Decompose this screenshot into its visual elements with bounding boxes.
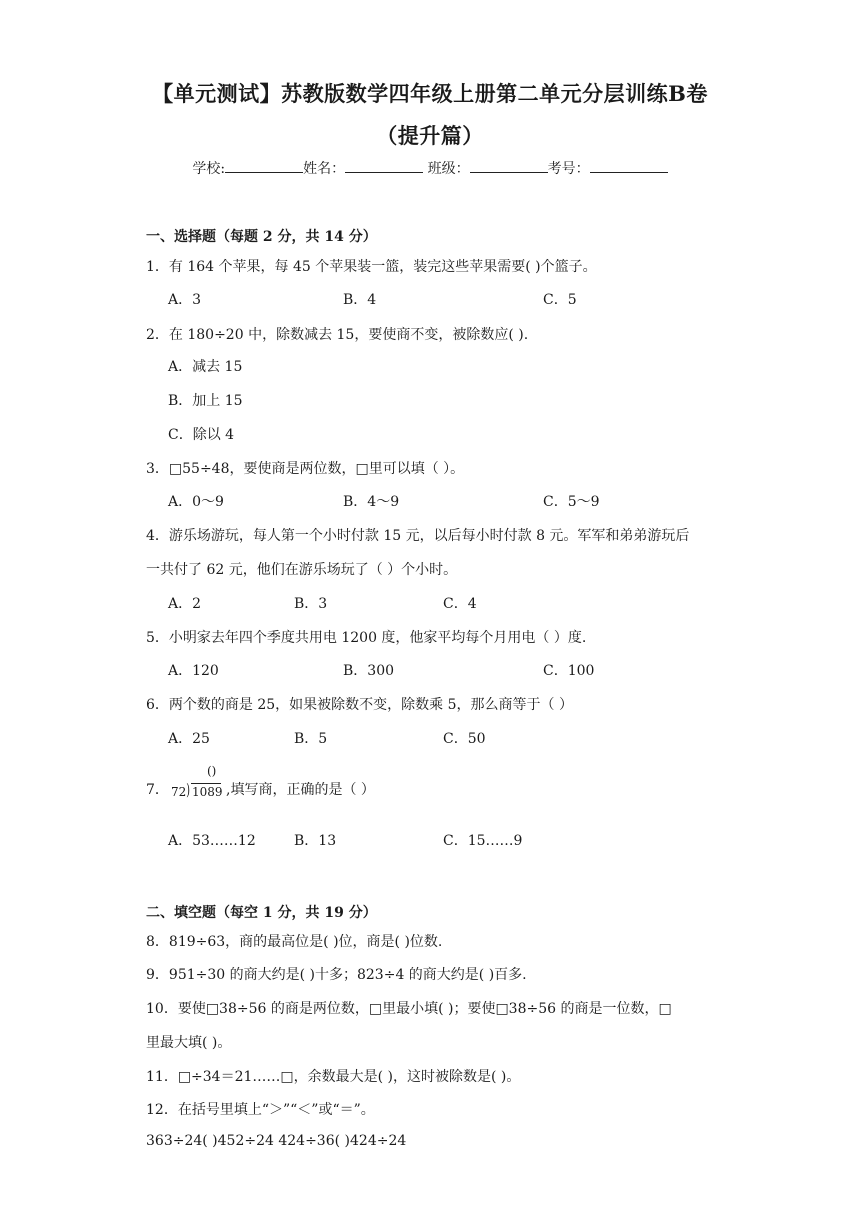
question-7-number: 7．	[146, 782, 169, 798]
question-2: 2．在 180÷20 中，除数减去 15，要使商不变，被除数应( ).	[146, 327, 529, 343]
page-subtitle: （提升篇）	[376, 123, 484, 148]
q1-option-b[interactable]: B．4	[343, 292, 377, 308]
q4-option-b[interactable]: B．3	[294, 596, 328, 612]
exam-no-field[interactable]	[590, 160, 668, 173]
q3-option-c[interactable]: C．5～9	[543, 494, 600, 510]
question-8: 8．819÷63，商的最高位是( )位，商是( )位数.	[146, 934, 443, 950]
question-10-line-1: 10．要使□38÷56 的商是两位数，□里最小填( )；要使□38÷56 的商是一位数，□	[146, 1001, 672, 1017]
q4-option-a[interactable]: A．2	[168, 596, 202, 612]
school-label: 学校:	[192, 161, 226, 177]
q3-option-a[interactable]: A．0～9	[168, 494, 224, 510]
q1-option-a[interactable]: A．3	[168, 292, 202, 308]
question-3: 3．□55÷48，要使商是两位数，□里可以填（ ）。	[146, 461, 465, 477]
q7-option-b[interactable]: B．13	[294, 833, 337, 849]
q2-option-a[interactable]: A．减去 15	[168, 359, 243, 375]
section-heading-choice: 一、选择题（每题 2 分，共 14 分）	[146, 229, 377, 245]
question-5: 5．小明家去年四个季度共用电 1200 度，他家平均每个月用电（ ）度.	[146, 630, 587, 646]
question-4-line-1: 4．游乐场游玩，每人第一个小时付款 15 元，以后每小时付款 8 元。军军和弟弟游玩后	[146, 528, 690, 544]
q5-option-b[interactable]: B．300	[343, 663, 395, 679]
question-1: 1．有 164 个苹果，每 45 个苹果装一篮，装完这些苹果需要( )个篮子。	[146, 259, 597, 275]
question-10-line-2: 里最大填( )。	[146, 1035, 232, 1051]
q5-option-c[interactable]: C．100	[543, 663, 595, 679]
question-9: 9．951÷30 的商大约是( )十多；823÷4 的商大约是( )百多.	[146, 967, 527, 983]
q2-option-c[interactable]: C．除以 4	[168, 427, 235, 443]
page-title: 【单元测试】苏教版数学四年级上册第二单元分层训练B卷	[152, 81, 708, 106]
division-quotient: ()	[207, 764, 217, 778]
q7-option-a[interactable]: A．53……12	[168, 833, 256, 849]
question-12: 12．在括号里填上“＞”“＜”或“＝”。	[146, 1102, 375, 1118]
question-6: 6．两个数的商是 25，如果被除数不变，除数乘 5，那么商等于（ ）	[146, 697, 573, 713]
question-4-line-2: 一共付了 62 元，他们在游乐场玩了（ ）个小时。	[146, 562, 458, 578]
q4-option-c[interactable]: C．4	[443, 596, 477, 612]
q3-option-b[interactable]: B．4～9	[343, 494, 400, 510]
section-heading-fill: 二、填空题（每空 1 分，共 19 分）	[146, 905, 377, 921]
q6-option-a[interactable]: A．25	[168, 731, 210, 747]
question-12-row: 363÷24( )452÷24 424÷36( )424÷24	[146, 1133, 407, 1149]
q2-option-b[interactable]: B．加上 15	[168, 393, 243, 409]
name-field[interactable]	[345, 160, 423, 173]
division-bracket: )	[186, 780, 190, 799]
question-7-text: ,填写商，正确的是（ ）	[226, 782, 375, 798]
q5-option-a[interactable]: A．120	[168, 663, 219, 679]
division-dividend: 1089	[192, 785, 223, 799]
division-bar	[191, 783, 221, 784]
class-field[interactable]	[470, 160, 548, 173]
q1-option-c[interactable]: C．5	[543, 292, 577, 308]
q6-option-b[interactable]: B．5	[294, 731, 328, 747]
long-division-figure	[171, 764, 223, 806]
q7-option-c[interactable]: C．15……9	[443, 833, 523, 849]
question-11: 11．□÷34＝21……□，余数最大是( )，这时被除数是( )。	[146, 1069, 521, 1085]
name-label: 姓名：	[303, 161, 346, 177]
exam-no-label: 考号：	[547, 161, 590, 177]
class-label: 班级：	[427, 161, 470, 177]
school-field[interactable]	[225, 160, 303, 173]
division-divisor: 72	[171, 785, 187, 799]
student-info-line	[0, 158, 860, 178]
q6-option-c[interactable]: C．50	[443, 731, 486, 747]
